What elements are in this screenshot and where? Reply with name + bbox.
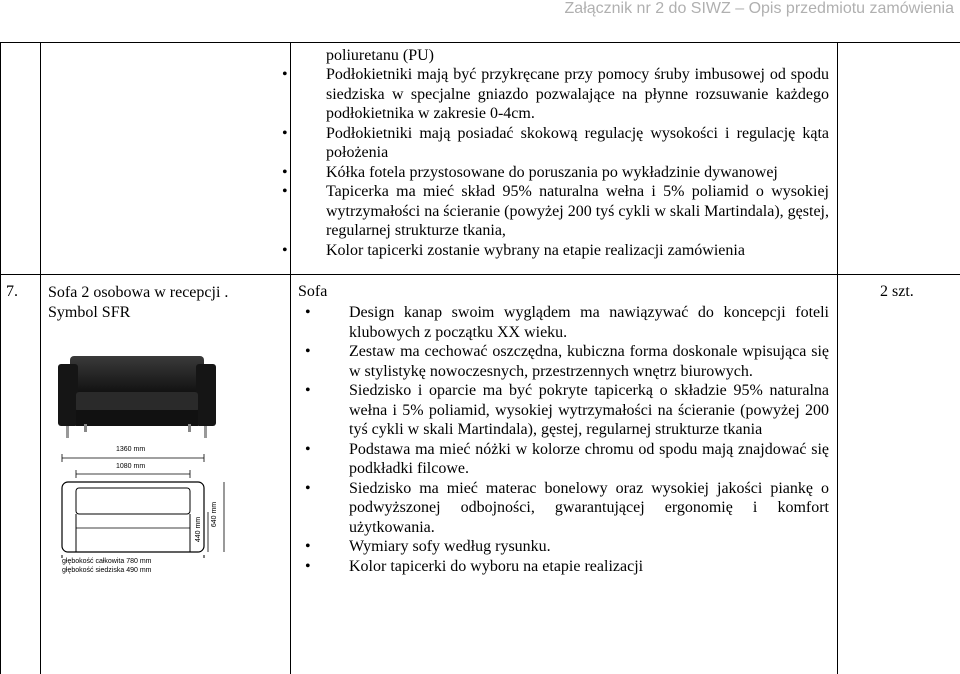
list-item: • Kolor tapicerki do wyboru na etapie realizacji	[349, 557, 829, 577]
dim-height-seat: 440 mm	[195, 516, 203, 543]
row-divider	[0, 274, 960, 275]
dim-width-seat: 1080 mm	[116, 463, 146, 470]
table-top-border	[0, 42, 960, 43]
dim-depth-total: głębokość całkowita 780 mm	[62, 558, 152, 565]
item-name: Sofa 2 osobowa w recepcji .	[48, 284, 229, 301]
list-item: • Podłokietniki mają posiadać skokową regulację wysokości i regulację kąta położenia	[326, 124, 829, 163]
sofa-spec-list	[349, 303, 829, 576]
dim-depth-seat: głębokość siedziska 490 mm	[62, 567, 152, 574]
item-name-cell	[48, 283, 278, 322]
list-item: • Podłokietniki mają być przykręcane przy pomocy śruby imbusowej od spodu siedziska w specjalne gniazdo pozwalające na płynne rozsuwanie każdego podłokietnika w zakresie 0-4cm.	[326, 65, 829, 124]
list-item: • Podstawa ma mieć nóżki w kolorze chromu od spodu mają znajdować się podkładki filcowe.	[349, 440, 829, 479]
list-item: • Siedzisko ma mieć materac bonelowy oraz wysokiej jakości piankę o podwyższonej odbojności, gwarantującej ergonomię i komfort użytkowania.	[349, 479, 829, 538]
dim-width-total: 1360 mm	[116, 446, 146, 453]
dim-height-total: 640 mm	[211, 501, 219, 528]
col-divider-3	[837, 42, 838, 674]
list-item: • Zestaw ma cechować oszczędna, kubiczna forma doskonale wpisująca się w stylistykę nowoczesnych, przestrzennych wnętrz biurowych.	[349, 342, 829, 381]
document-header: Załącznik nr 2 do SIWZ – Opis przedmiotu zamówienia	[564, 0, 954, 17]
list-item: • Tapicerka ma mieć skład 95% naturalna wełna i 5% poliamid o wysokiej wytrzymałości na ścieranie (powyżej 200 tyś cykli w skali Martindala), gęstej, regularnej strukturze tkania,	[326, 182, 829, 241]
item-symbol: Symbol SFR	[48, 303, 131, 321]
list-item: • Kolor tapicerki zostanie wybrany na etapie realizacji zamówienia	[326, 241, 829, 261]
col-divider-1	[40, 42, 41, 674]
table-left-border	[0, 42, 1, 674]
prev-row-list	[326, 65, 829, 260]
list-item: • Kółka fotela przystosowane do poruszania po wykładzinie dywanowej	[326, 163, 829, 183]
list-item: • Wymiary sofy według rysunku.	[349, 537, 829, 557]
prev-row-continuation: poliuretanu (PU)	[326, 47, 434, 64]
list-item: • Design kanap swoim wyglądem ma nawiązywać do koncepcji foteli klubowych z początku XX wieku.	[349, 303, 829, 342]
sofa-photo	[56, 352, 218, 442]
item-quantity: 2 szt.	[880, 283, 914, 300]
sofa-dimension-drawing	[58, 446, 258, 582]
list-item: • Siedzisko i oparcie ma być pokryte tapicerką o składzie 95% naturalna wełna i 5% poliamid, wysokiej wytrzymałości na ścieranie (powyżej 200 tyś cykli w skali Martindala), gęstej, regularnej strukturze tkania	[349, 381, 829, 440]
row-number: 7.	[6, 283, 18, 300]
col-divider-2	[290, 42, 291, 674]
item-title: Sofa	[298, 283, 328, 300]
